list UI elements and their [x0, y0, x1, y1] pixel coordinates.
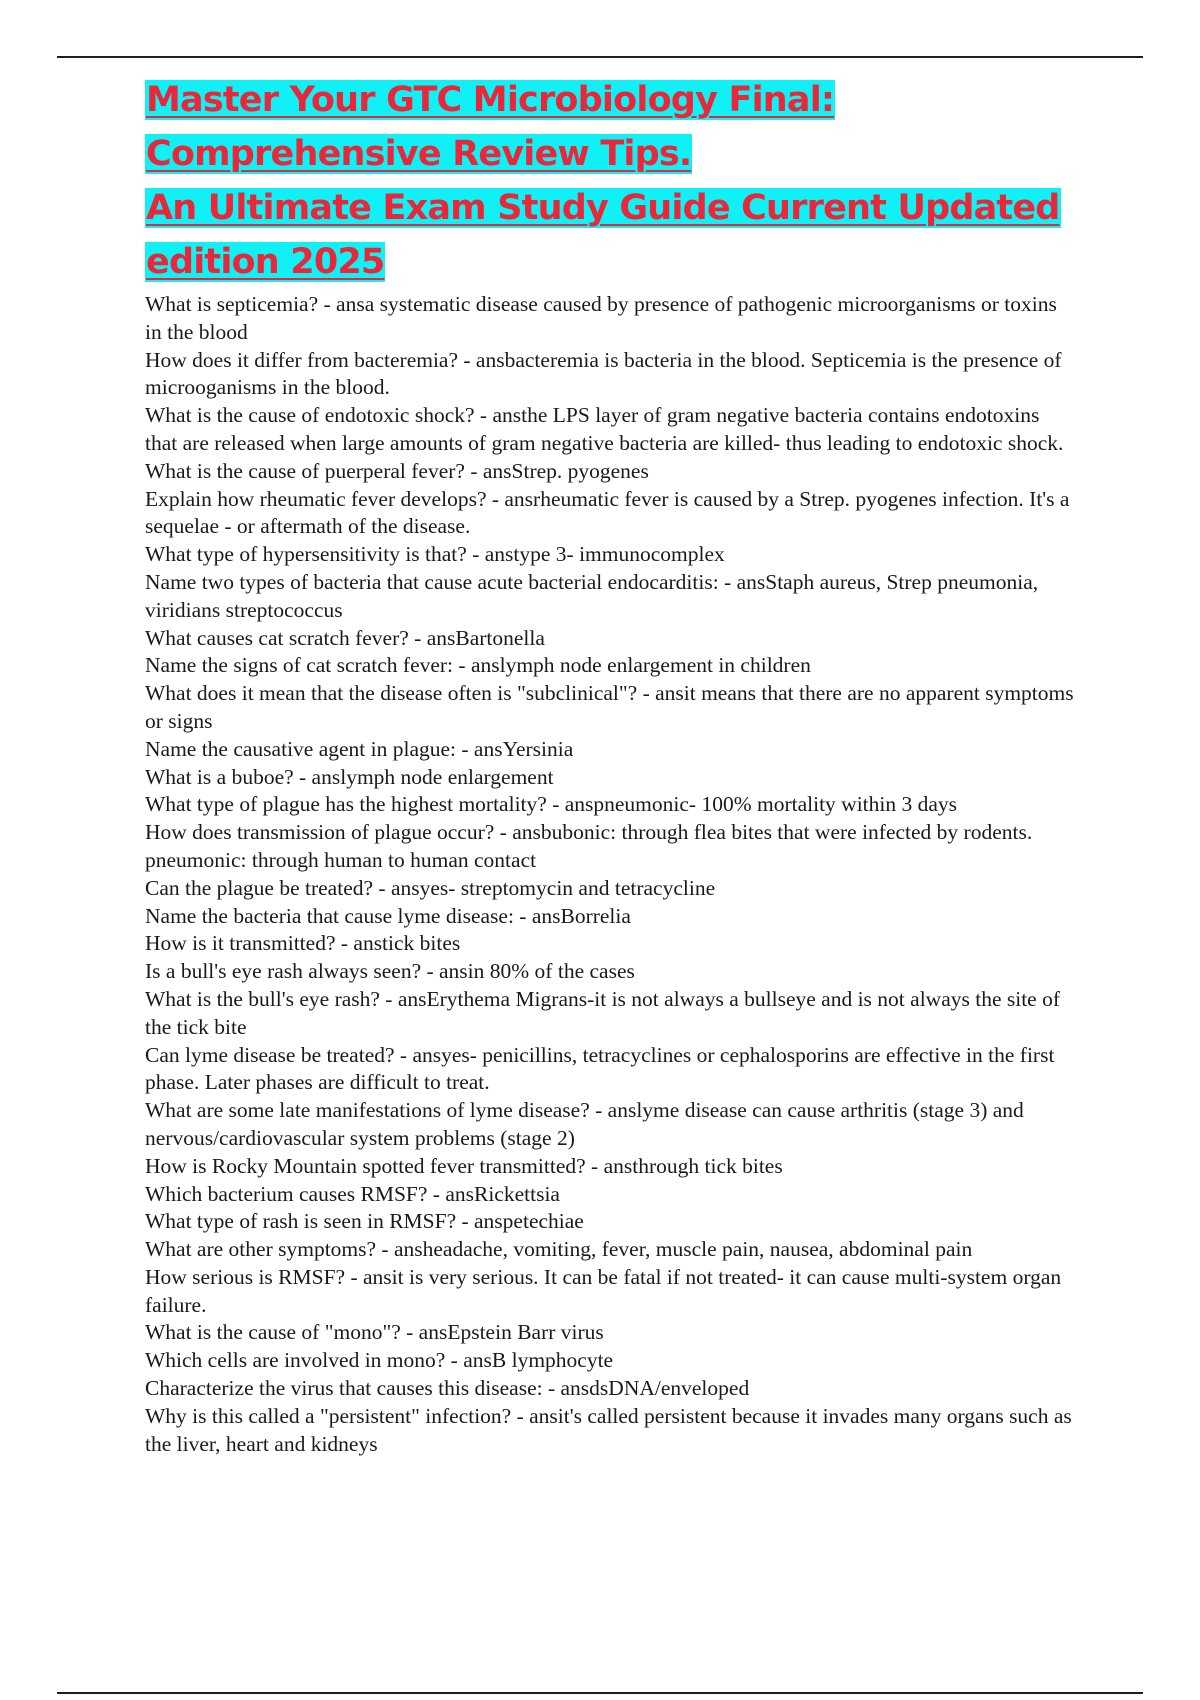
qa-item: What are other symptoms? - ansheadache, vomiting, fever, muscle pain, nausea, abdominal pain: [145, 1237, 973, 1262]
qa-item: Name two types of bacteria that cause acute bacterial endocarditis: - ansStaph aureus, Strep pneumonia, viridians streptococcus: [145, 569, 1039, 622]
qa-item: Can the plague be treated? - ansyes- streptomycin and tetracycline: [145, 875, 716, 900]
qa-item: What is a buboe? - anslymph node enlargement: [145, 764, 554, 789]
qa-item: Which bacterium causes RMSF? - ansRickettsia: [145, 1181, 560, 1206]
title-line-3: An Ultimate Exam Study Guide Current Updated: [146, 188, 1060, 228]
qa-item: What is the cause of "mono"? - ansEpstein Barr virus: [145, 1320, 604, 1345]
title-line-4: edition 2025: [146, 242, 385, 282]
qa-item: What type of rash is seen in RMSF? - anspetechiae: [145, 1209, 584, 1234]
bottom-rule: [57, 1692, 1143, 1694]
title-line-1: Master Your GTC Microbiology Final:: [146, 80, 835, 120]
qa-item: Is a bull's eye rash always seen? - ansin 80% of the cases: [145, 959, 635, 984]
qa-item: Characterize the virus that causes this disease: - ansdsDNA/enveloped: [145, 1376, 750, 1401]
qa-list: [145, 291, 1075, 1458]
qa-item: What is the cause of endotoxic shock? - ansthe LPS layer of gram negative bacteria contains endotoxins that are released when large amounts of gram negative bacteria are killed- thus leading to endotoxic shock.: [145, 403, 1064, 455]
qa-item: What are some late manifestations of lyme disease? - anslyme disease can cause arthritis (stage 3) and nervous/cardiovascular system problems (stage 2): [145, 1098, 1024, 1150]
title-line-2: Comprehensive Review Tips.: [146, 134, 692, 174]
qa-item: How is Rocky Mountain spotted fever transmitted? - ansthrough tick bites: [145, 1153, 783, 1178]
qa-item: Name the signs of cat scratch fever: - anslymph node enlargement in children: [145, 653, 811, 678]
qa-item: Explain how rheumatic fever develops? - ansrheumatic fever is caused by a Strep. pyogenes infection. It's a sequelae - or aftermath of the disease.: [145, 486, 1070, 539]
qa-item: Which cells are involved in mono? - ansB lymphocyte: [145, 1348, 614, 1373]
qa-item: How is it transmitted? - anstick bites: [145, 931, 461, 956]
qa-item: What is the cause of puerperal fever? - ansStrep. pyogenes: [145, 458, 649, 483]
qa-item: Why is this called a "persistent" infection? - ansit's called persistent because it invades many organs such as the liver, heart and kidneys: [145, 1403, 1072, 1456]
qa-item: How does it differ from bacteremia? - ansbacteremia is bacteria in the blood. Septicemia is the presence of microoganisms in the blood.: [145, 347, 1062, 400]
qa-item: What is septicemia? - ansa systematic disease caused by presence of pathogenic microorganisms or toxins in the blood: [145, 292, 1057, 344]
qa-item: How serious is RMSF? - ansit is very serious. It can be fatal if not treated- it can cause multi-system organ failure.: [145, 1264, 1062, 1317]
qa-item: What causes cat scratch fever? - ansBartonella: [145, 625, 545, 650]
document-body: [145, 73, 1075, 1458]
qa-item: How does transmission of plague occur? - ansbubonic: through flea bites that were infected by rodents. pneumonic: through human to human contact: [145, 820, 1033, 872]
top-rule: [57, 56, 1143, 58]
qa-item: What is the bull's eye rash? - ansErythema Migrans-it is not always a bullseye and is not always the site of the tick bite: [145, 986, 1061, 1039]
document-title: [145, 73, 1075, 289]
qa-item: What does it mean that the disease often is "subclinical"? - ansit means that there are no apparent symptoms or signs: [145, 681, 1074, 733]
qa-item: Can lyme disease be treated? - ansyes- penicillins, tetracyclines or cephalosporins are effective in the first phase. Later phases are difficult to treat.: [145, 1042, 1055, 1095]
qa-item: What type of plague has the highest mortality? - anspneumonic- 100% mortality within 3 days: [145, 792, 958, 817]
qa-item: What type of hypersensitivity is that? - anstype 3- immunocomplex: [145, 542, 725, 567]
qa-item: Name the bacteria that cause lyme disease: - ansBorrelia: [145, 903, 631, 928]
qa-item: Name the causative agent in plague: - ansYersinia: [145, 736, 574, 761]
